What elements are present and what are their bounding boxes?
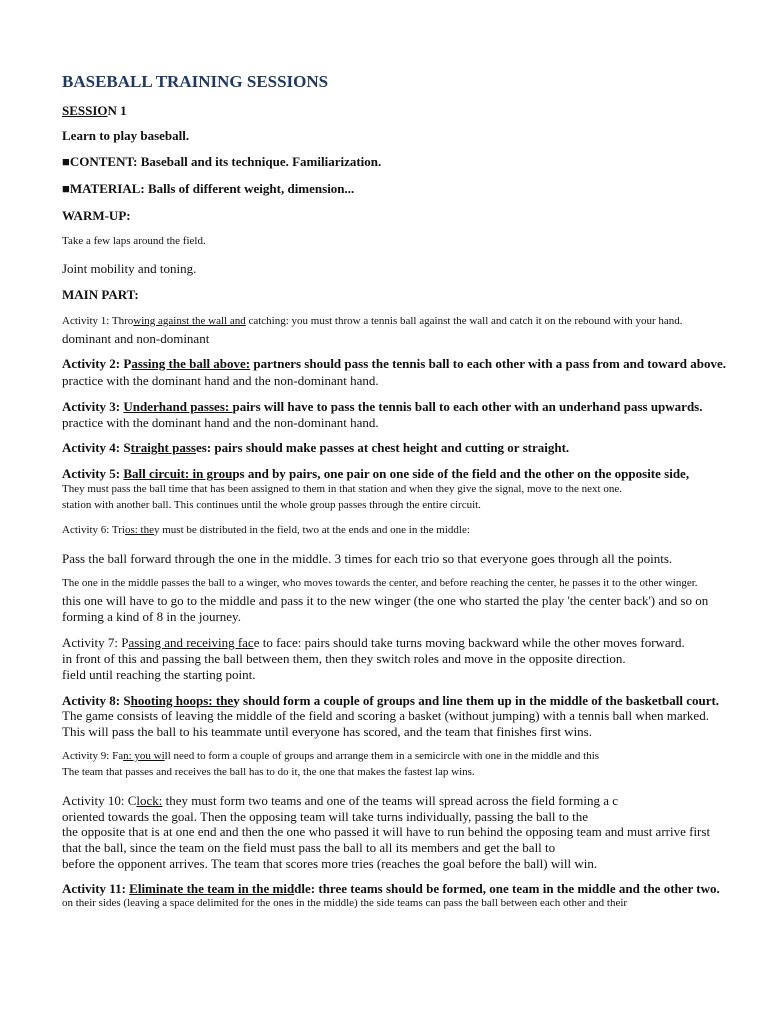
session-objective: Learn to play baseball. — [62, 128, 190, 143]
activity-2-label: Activity 2: P — [62, 356, 132, 371]
material-line: ■MATERIAL: Balls of different weight, dimension... — [62, 181, 355, 196]
activity-5-label: Activity 5: — [62, 466, 124, 481]
session-heading-rest: N 1 — [107, 103, 127, 118]
activity-8-underlined: hooting hoops: the — [130, 693, 234, 708]
activity-8-text: y should form a couple of groups and line them up in the middle of the basketball court. — [233, 693, 720, 708]
activity-10-line-2: oriented towards the goal. Then the opposing team will take turns individually, passing the ball to the — [62, 809, 589, 824]
activity-1-line-2: dominant and non-dominant — [62, 331, 210, 346]
activity-11-line-2: on their sides (leaving a space delimited for the ones in the middle) the side teams can pass the ball between each other and their — [62, 897, 628, 909]
activity-9-text: ll need to form a couple of groups and arrange them in a semicircle with one in the middle and this — [164, 750, 600, 762]
activity-2-text: partners should pass the tennis ball to each other with a pass from and toward above. — [250, 356, 727, 371]
activity-1-line-1 — [62, 316, 683, 327]
activity-9-line-2: The team that passes and receives the ball has to do it, the one that makes the fastest lap wins. — [62, 766, 475, 778]
activity-10-line-3: the opposite that is at one end and then the one who passed it will have to run behind the opposing team and must arrive first — [62, 824, 711, 839]
activity-8-line-3: This will pass the ball to his teammate until everyone has scored, and the team that finishes first wins. — [62, 724, 592, 739]
activity-9-label: Activity 9: Fa — [62, 750, 124, 762]
activity-7-line-2: in front of this and passing the ball between them, then they switch roles and move in the opposite direction. — [62, 651, 626, 666]
activity-8-label: Activity 8: S — [62, 693, 131, 708]
main-part-heading: MAIN PART: — [62, 287, 139, 302]
session-heading — [62, 104, 127, 117]
activity-10-label: Activity 10: C — [62, 793, 137, 808]
activity-7-text: e to face: pairs should take turns moving backward while the other moves forward. — [253, 635, 685, 650]
activity-6-line-4: this one will have to go to the middle and pass it to the new winger (the one who started the play 'the center back') and so on — [62, 593, 709, 608]
warmup-heading: WARM-UP: — [62, 208, 131, 223]
activity-11-label: Activity 11: — [62, 881, 130, 896]
activity-4-text: es: pairs should make passes at chest height and cutting or straight. — [195, 440, 570, 455]
activity-2-line-2: practice with the dominant hand and the non-dominant hand. — [62, 373, 379, 388]
activity-11-line-1 — [62, 882, 720, 895]
activity-7-line-1 — [62, 636, 685, 649]
activity-5-underlined: Ball circuit: in grou — [123, 466, 233, 481]
warmup-item-1: Take a few laps around the field. — [62, 235, 206, 247]
activity-3-line-1 — [62, 400, 702, 413]
content-line: ■CONTENT: Baseball and its technique. Familiarization. — [62, 154, 382, 169]
activity-4-line-1 — [62, 441, 569, 454]
activity-1-label: Activity 1: Thro — [62, 315, 134, 327]
activity-2-underlined: assing the ball above: — [131, 356, 251, 371]
activity-3-line-2: practice with the dominant hand and the non-dominant hand. — [62, 415, 379, 430]
activity-5-text: ps and by pairs, one pair on one side of the field and the other on the opposite side, — [232, 466, 690, 481]
activity-5-line-2: They must pass the ball time that has been assigned to them in that station and when they give the signal, move to the next one. — [62, 483, 622, 495]
activity-11-underlined: Eliminate the team in the mid — [129, 881, 295, 896]
activity-10-line-4: that the ball, since the team on the field must pass the ball to all its members and get the ball to — [62, 840, 556, 855]
activity-3-text: pairs will have to pass the tennis ball to each other with an underhand pass upwards. — [232, 399, 703, 414]
activity-8-line-1 — [62, 694, 719, 707]
activity-7-underlined: assing and receiving fac — [128, 635, 254, 650]
warmup-item-2: Joint mobility and toning. — [62, 261, 197, 276]
activity-5-line-3: station with another ball. This continues until the whole group passes through the entire circuit. — [62, 499, 481, 511]
activity-1-underlined: wing against the wall and — [133, 315, 246, 327]
activity-11-text: dle: three teams should be formed, one team in the middle and the other two. — [294, 881, 720, 896]
activity-8-line-2: The game consists of leaving the middle of the field and scoring a basket (without jumping) with a tennis ball when marked. — [62, 708, 709, 723]
activity-3-label: Activity 3: — [62, 399, 124, 414]
activity-5-line-1 — [62, 467, 689, 480]
activity-6-line-5: forming a kind of 8 in the journey. — [62, 609, 241, 624]
activity-10-line-5: before the opponent arrives. The team that scores more tries (reaches the goal before the ball) will win. — [62, 856, 598, 871]
activity-4-underlined: traight pass — [130, 440, 196, 455]
activity-6-label: Activity 6: Tri — [62, 524, 125, 536]
activity-2-line-1 — [62, 357, 726, 370]
activity-1-text: catching: you must throw a tennis ball against the wall and catch it on the rebound with your hand. — [245, 315, 683, 327]
activity-7-line-3: field until reaching the starting point. — [62, 667, 256, 682]
activity-10-text: they must form two teams and one of the teams will spread across the field forming a c — [162, 793, 618, 808]
activity-4-label: Activity 4: S — [62, 440, 131, 455]
activity-6-underlined: os: the — [124, 524, 154, 536]
session-heading-underlined: SESSIO — [62, 103, 108, 118]
activity-6-text: y must be distributed in the field, two at the ends and one in the middle: — [154, 524, 470, 536]
activity-7-label: Activity 7: P — [62, 635, 129, 650]
activity-6-line-3: The one in the middle passes the ball to a winger, who moves towards the center, and before reaching the center, he passes it to the other winger. — [62, 577, 698, 589]
activity-10-underlined: lock: — [136, 793, 163, 808]
activity-9-line-1 — [62, 751, 599, 762]
activity-9-underlined: n: you wi — [123, 750, 165, 762]
activity-6-line-1 — [62, 525, 470, 536]
activity-10-line-1 — [62, 794, 618, 807]
activity-6-line-2: Pass the ball forward through the one in the middle. 3 times for each trio so that everyone goes through all the points. — [62, 551, 673, 566]
activity-3-underlined: Underhand passes: — [123, 399, 233, 414]
document-title: BASEBALL TRAINING SESSIONS — [62, 72, 329, 91]
